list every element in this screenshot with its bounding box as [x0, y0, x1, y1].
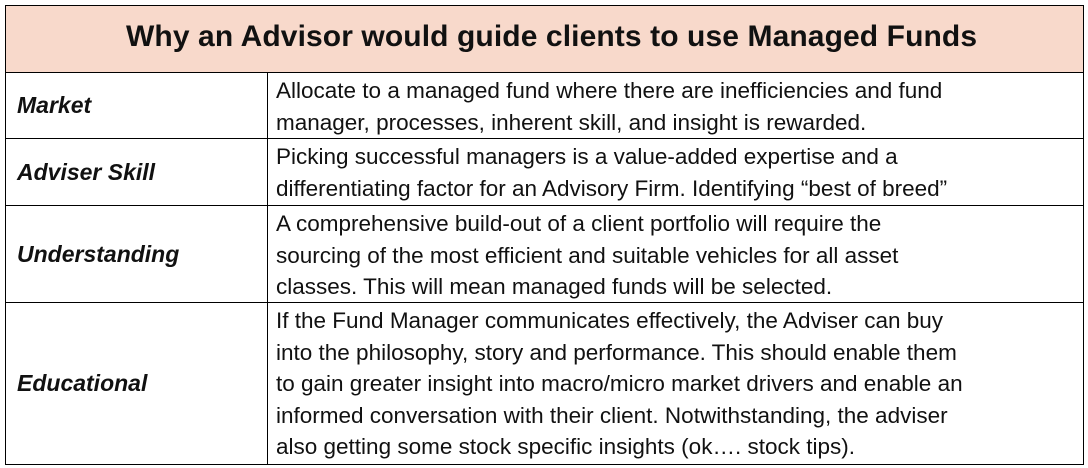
row-label-cell [6, 73, 268, 138]
description-line: Allocate to a managed fund where there are inefficiencies and fund [276, 78, 943, 103]
row-label: Adviser Skill [17, 158, 156, 185]
description-line: sourcing of the most efficient and suitable vehicles for all asset [276, 242, 899, 268]
description-line: Picking successful managers is a value-added expertise and a [276, 144, 898, 169]
description-line: classes. This will mean managed funds will be selected. [276, 274, 833, 299]
description-line: A comprehensive build-out of a client portfolio will require the [276, 211, 882, 236]
table-title: Why an Advisor would guide clients to use Managed Funds [126, 20, 978, 53]
table-row-educational [6, 303, 1083, 464]
row-label: Understanding [17, 240, 180, 267]
description-line: into the philosophy, story and performance. This should enable them [276, 339, 957, 365]
description-line: informed conversation with their client. Notwithstanding, the adviser [276, 402, 948, 428]
table-header [6, 6, 1083, 73]
row-label-cell [6, 139, 268, 205]
description-line: also getting some stock specific insights (ok…. stock tips). [276, 434, 855, 459]
description-line: differentiating factor for an Advisory Firm. Identifying “best of breed” [276, 175, 948, 201]
row-label: Educational [17, 370, 148, 396]
description-line: manager, processes, inherent skill, and insight is rewarded. [276, 109, 867, 135]
table-row-adviser-skill [6, 139, 1083, 206]
row-description-cell [268, 73, 1083, 138]
table-row-market [6, 73, 1083, 139]
row-label: Market [17, 92, 92, 118]
row-label-cell [6, 303, 268, 464]
row-description-cell [268, 303, 1083, 464]
description-line: If the Fund Manager communicates effectively, the Adviser can buy [276, 308, 944, 333]
row-description-cell [268, 139, 1083, 205]
table-row-understanding [6, 206, 1083, 303]
description-line: to gain greater insight into macro/micro market drivers and enable an [276, 371, 963, 396]
row-description-cell [268, 206, 1083, 302]
row-label-cell [6, 206, 268, 302]
reasons-table [5, 5, 1084, 465]
